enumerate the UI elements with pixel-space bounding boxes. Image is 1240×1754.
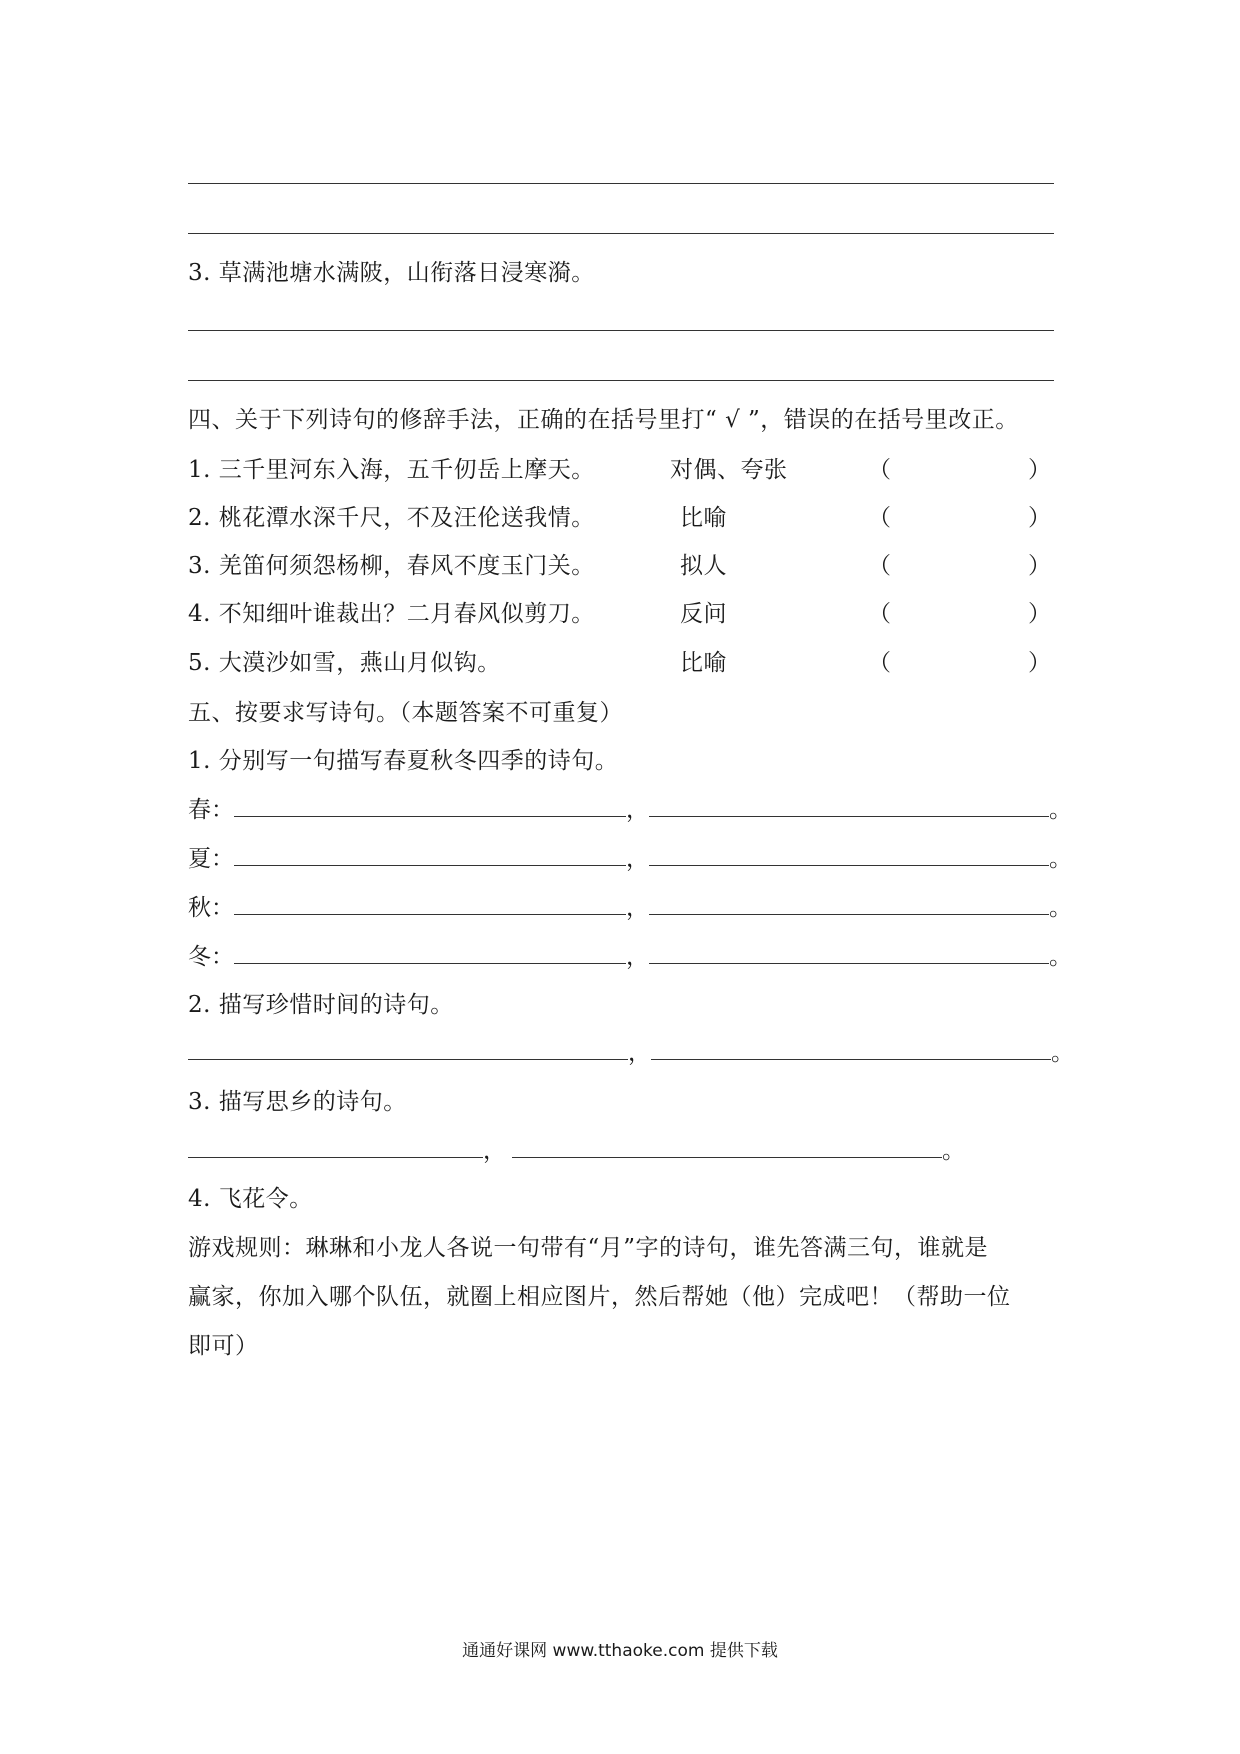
answer-blank[interactable]	[234, 896, 626, 915]
answer-line[interactable]	[188, 183, 1054, 184]
answer-blank[interactable]	[234, 798, 626, 817]
season-answer-row	[188, 844, 1072, 874]
period: 。	[1049, 797, 1072, 823]
rhetoric-device-label: 拟人	[680, 553, 727, 579]
answer-paren-close: ）	[1028, 650, 1051, 676]
answer-paren-close: ）	[1028, 553, 1051, 579]
period: 。	[1049, 944, 1072, 970]
answer-line[interactable]	[188, 330, 1054, 331]
answer-slot[interactable]	[898, 551, 1023, 581]
season-label: 冬：	[188, 944, 234, 970]
answer-blank[interactable]	[649, 847, 1049, 866]
answer-paren-open: （	[868, 505, 891, 531]
answer-paren-open: （	[868, 553, 891, 579]
answer-slot[interactable]	[898, 599, 1023, 629]
game-rules-line-1: 游戏规则：琳琳和小龙人各说一句带有“月”字的诗句，谁先答满三句，谁就是	[188, 1235, 989, 1261]
game-rules-line-2: 赢家，你加入哪个队伍，就圈上相应图片，然后帮她（他）完成吧！（帮助一位	[188, 1284, 1011, 1310]
comma: ，	[626, 895, 649, 921]
rhetoric-device-label: 对偶、夸张	[670, 457, 788, 483]
answer-blank[interactable]	[649, 798, 1049, 817]
answer-blank[interactable]	[234, 847, 626, 866]
game-rules-line-3: 即可）	[188, 1333, 259, 1359]
answer-blank[interactable]	[512, 1139, 942, 1158]
question-3-text: 3. 草满池塘水满陂，山衔落日浸寒漪。	[188, 260, 595, 286]
answer-paren-close: ）	[1028, 505, 1051, 531]
period: 。	[942, 1138, 965, 1164]
rhetoric-item-1: 1. 三千里河东入海，五千仞岳上摩天。	[188, 457, 595, 483]
rhetoric-item-2: 2. 桃花潭水深千尺，不及汪伦送我情。	[188, 505, 595, 531]
season-answer-row	[188, 942, 1072, 972]
rhetoric-device-label: 比喻	[680, 650, 727, 676]
question-5-3: 3. 描写思乡的诗句。	[188, 1089, 407, 1115]
answer-slot[interactable]	[898, 648, 1023, 678]
answer-paren-close: ）	[1028, 601, 1051, 627]
answer-blank[interactable]	[188, 1041, 628, 1060]
answer-blank[interactable]	[188, 1139, 483, 1158]
homesick-poem-answer-row	[188, 1136, 965, 1166]
rhetoric-item-3: 3. 羌笛何须怨杨柳，春风不度玉门关。	[188, 553, 595, 579]
season-label: 夏：	[188, 846, 234, 872]
comma: ，	[483, 1138, 506, 1164]
season-label: 春：	[188, 797, 234, 823]
season-answer-row	[188, 795, 1072, 825]
answer-line[interactable]	[188, 380, 1054, 381]
footer-source: 通通好课网 www.tthaoke.com 提供下载	[462, 1641, 778, 1661]
answer-blank[interactable]	[651, 1041, 1051, 1060]
answer-paren-close: ）	[1028, 457, 1051, 483]
season-label: 秋：	[188, 895, 234, 921]
answer-paren-open: （	[868, 457, 891, 483]
question-5-4: 4. 飞花令。	[188, 1186, 313, 1212]
answer-slot[interactable]	[898, 503, 1023, 533]
season-answer-row	[188, 893, 1072, 923]
comma: ，	[626, 944, 649, 970]
rhetoric-item-5: 5. 大漠沙如雪，燕山月似钩。	[188, 650, 501, 676]
comma: ，	[628, 1040, 651, 1066]
question-5-2: 2. 描写珍惜时间的诗句。	[188, 992, 454, 1018]
section-4-heading: 四、关于下列诗句的修辞手法，正确的在括号里打“ √ ”，错误的在括号里改正。	[188, 407, 1019, 433]
period: 。	[1051, 1040, 1074, 1066]
answer-paren-open: （	[868, 650, 891, 676]
answer-paren-open: （	[868, 601, 891, 627]
answer-blank[interactable]	[234, 945, 626, 964]
comma: ，	[626, 797, 649, 823]
comma: ，	[626, 846, 649, 872]
period: 。	[1049, 895, 1072, 921]
time-poem-answer-row	[188, 1038, 1074, 1068]
answer-line[interactable]	[188, 233, 1054, 234]
question-5-1: 1. 分别写一句描写春夏秋冬四季的诗句。	[188, 748, 619, 774]
rhetoric-device-label: 反问	[680, 601, 727, 627]
answer-slot[interactable]	[898, 455, 1023, 485]
answer-blank[interactable]	[649, 896, 1049, 915]
answer-blank[interactable]	[649, 945, 1049, 964]
rhetoric-device-label: 比喻	[680, 505, 727, 531]
rhetoric-item-4: 4. 不知细叶谁裁出？二月春风似剪刀。	[188, 601, 595, 627]
period: 。	[1049, 846, 1072, 872]
section-5-heading: 五、按要求写诗句。（本题答案不可重复）	[188, 700, 623, 726]
